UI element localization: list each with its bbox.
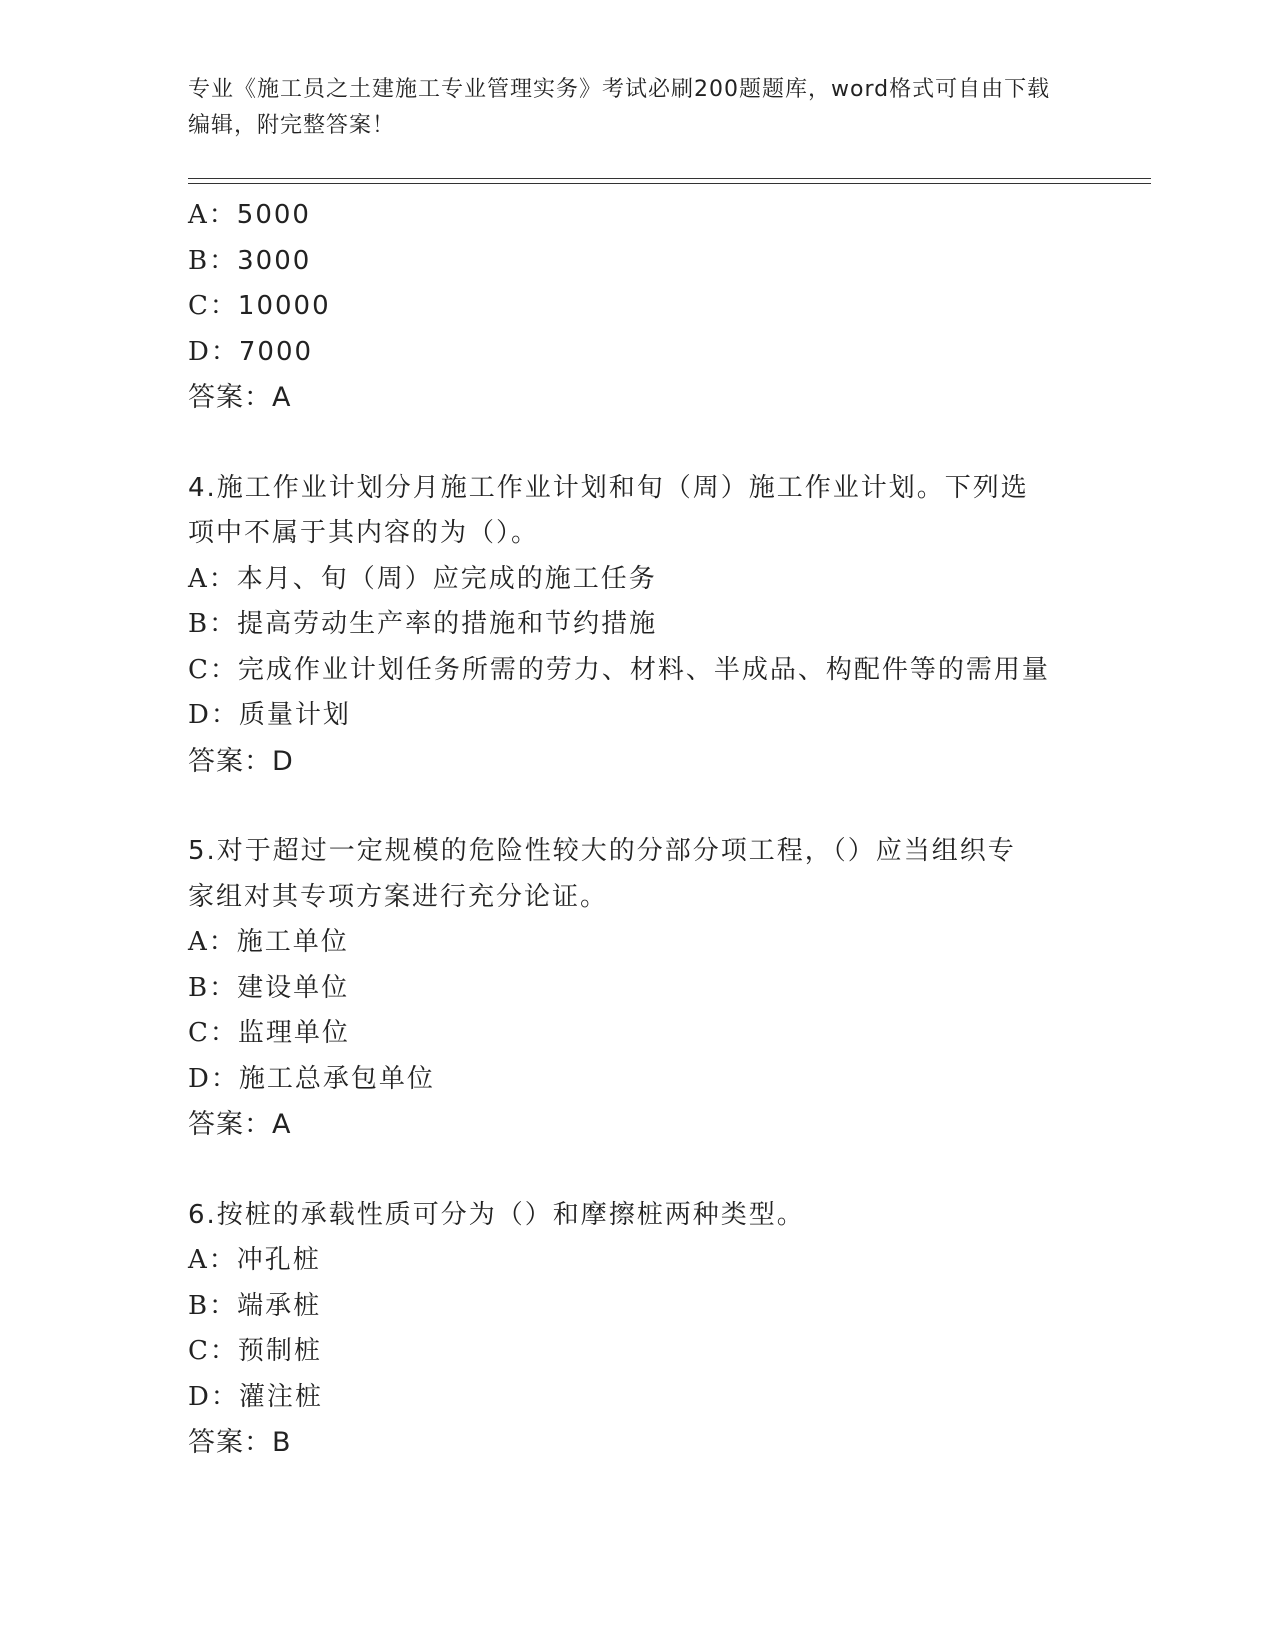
option-b: B：3000: [188, 245, 312, 276]
option-a: A：本月、旬（周）应完成的施工任务: [188, 563, 657, 594]
answer-line: 答案：B: [188, 1427, 292, 1458]
question-stem: 6.按桩的承载性质可分为（）和摩擦桩两种类型。: [188, 1199, 805, 1230]
question-6: [188, 1193, 1088, 1466]
document-header: 专业《施工员之土建施工专业管理实务》考试必刷200题题库，word格式可自由下载编辑，附完整答案！: [188, 77, 1051, 138]
option-a: A：施工单位: [188, 927, 349, 957]
option-c: C：监理单位: [188, 1018, 350, 1048]
question-stem-continued: 项中不属于其内容的为（）。: [188, 518, 540, 548]
option-d: D：质量计划: [188, 700, 351, 730]
question-stem: 5.对于超过一定规模的危险性较大的分部分项工程，（）应当组织专: [188, 836, 1016, 866]
question-4: [188, 466, 1088, 785]
question-content: [188, 193, 1088, 1466]
option-c: C：完成作业计划任务所需的劳力、材料、半成品、构配件等的需用量: [188, 654, 1050, 685]
option-d: D：灌注桩: [188, 1381, 323, 1412]
option-a: A：5000: [188, 200, 311, 230]
question-5: [188, 829, 1088, 1148]
header-divider-top: [188, 178, 1151, 179]
option-d: D：施工总承包单位: [188, 1063, 435, 1094]
option-b: B：端承桩: [188, 1290, 322, 1321]
question-3-continuation: [188, 193, 1088, 421]
option-c: C：10000: [188, 291, 331, 321]
option-a: A：冲孔桩: [188, 1245, 321, 1275]
option-c: C：预制桩: [188, 1336, 322, 1366]
answer-line: 答案：A: [188, 382, 292, 413]
answer-line: 答案：D: [188, 745, 294, 777]
question-stem-continued: 家组对其专项方案进行充分论证。: [188, 881, 609, 912]
answer-line: 答案：A: [188, 1109, 292, 1140]
option-d: D：7000: [188, 336, 314, 367]
option-b: B：提高劳动生产率的措施和节约措施: [188, 609, 658, 639]
header-divider-bottom: [188, 183, 1151, 184]
option-b: B：建设单位: [188, 972, 350, 1003]
question-stem: 4.施工作业计划分月施工作业计划和旬（周）施工作业计划。下列选: [188, 472, 1029, 503]
